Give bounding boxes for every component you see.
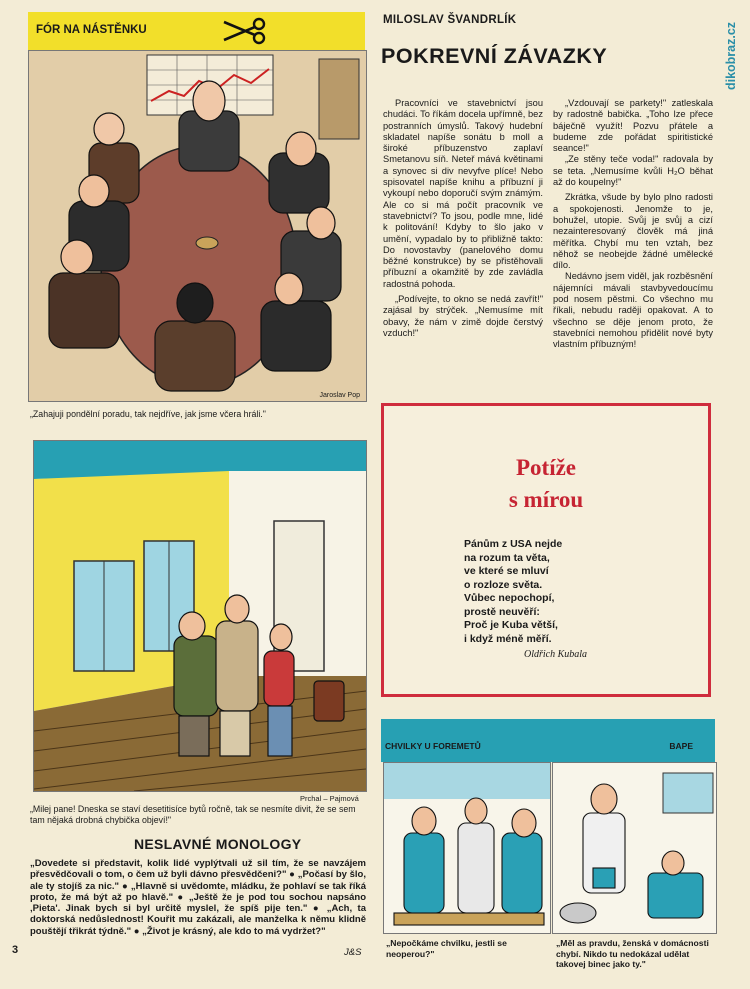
article-column-1 [383, 98, 543, 339]
article-paragraph: „Vzdouvají se parkety!" zatleskala by radostně babička. „Toho lze přece báječně využít! Pozvu přátele a budeme zde pořádat spiritistické seance!" [553, 98, 713, 154]
strip-title: CHVILKY U FOREMETŮ [385, 741, 481, 751]
monologues-text: „Dovedete si představit, kolik lidé vyplýtvali už sil tím, že se navzájem přesvědčovali o tom, o čem už byli dávno přesvědčeni?" ● „Počasí by šlo, ale ty stojíš za nic." ● „Hlavně si uvědomte, mládku, že pohlaví se tak říká proto, že má být až po hlavě." ● „Ještě že je pod tou sochou napsáno ‚Pieta'. Jinak bych si byl určitě myslel, že spíš pije ten." ● „Ach, ta doktorská nedůslednost! Kouřit mu zakázali, ale manželka k němu klidně pouštějí třikrát týdně." ● „Život je krásný, ale kdo to má vydržet?" [30, 858, 366, 937]
strip-panel-right [552, 762, 717, 934]
article-paragraph: Pracovníci ve stavebnictví jsou chudáci. To říkám docela upřímně, bez postranních úmyslů. Takový hudební skladatel napíše sonátu b moll a široké příbuzenstvo zaplaví Smetanovu síň. Neteř mává květinami a synovec si div nevyfve plíce! Nebo spisovatel napíše knihu a příbuzní ji vykoupí nebo doporučí svým známým. Ale co si má počít pracovník ve stavebnictví? To jsou, podle mne, lidé k politování! Kdyby to šlo jako v umění, vypadalo by to přibližně takto: Do novostavby (panelového domu běžné konstrukce) by se přistěhovali příbuzní a okamžitě by zde zavládla radostná pohoda. [383, 98, 543, 289]
poem-title-line: s mírou [508, 487, 584, 512]
poem-line: na rozum ta věta, [464, 551, 550, 564]
poem-frame [381, 403, 711, 697]
strip-panel-left [383, 762, 551, 934]
article-paragraph: Nedávno jsem viděl, jak rozběsnění nájemníci mávali stavbyvedoucímu pod nosem pěstmi. Co všechno mu říkali, nebudu raději opakovat. A to všechno se děje jenom proto, že stavebníci nemohou přidělit nové byty vlastním příbuzným! [553, 271, 713, 350]
poem-lines [464, 538, 562, 646]
article-paragraph: Zkrátka, všude by bylo plno radosti a spokojenosti. Jenomže to je, bohužel, utopie. Svůj je svůj a cizí nezainteresovaný člověk má jiná měřítka. Chybí mu ten vztah, bez něhož se neobejde žádné umělecké dílo. [553, 192, 713, 271]
article-paragraph: „Ze stěny teče voda!" radovala by se teta. „Nemusíme kvůli H₂O běhat až do koupelny!" [553, 154, 713, 188]
poem-line: i když méně měří. [464, 632, 552, 645]
scissors-icon [220, 16, 268, 46]
meeting-cartoon-caption: „Zahajuji pondělní poradu, tak nejdříve, jak jsme včera hráli." [30, 409, 266, 419]
apartment-cartoon-caption: „Milej pane! Dneska se staví desetitisíce bytů ročně, tak se nesmíte divit, že se sem tam nějaká drobná chybička objeví!" [30, 804, 356, 825]
poem-title [384, 452, 708, 516]
strip-caption-right: „Měl as pravdu, ženská v domácnosti chybí. Nikdo tu nedokázal udělat takovej binec jako ty." [556, 938, 709, 969]
strip-caption-left: „Nepočkáme chvilku, jestli se neoperou?" [386, 938, 507, 959]
strip-artist: BAPE [669, 741, 693, 751]
poem-line: o rozloze světa. [464, 578, 543, 591]
watermark: dikobraz.cz [724, 21, 738, 90]
poem-line: Proč je Kuba větší, [464, 619, 558, 631]
poem-line: ve které se mluví [464, 565, 549, 577]
poem-line: Vůbec nepochopí, [464, 592, 555, 604]
poem-line: Pánům z USA nejde [464, 538, 563, 550]
article-paragraph: „Podívejte, to okno se nedá zavřít!" zajásal by strýček. „Nemusíme mít obavy, že nám v zimě dojde čerstvý vzduch!" [383, 294, 543, 338]
monologues-signature: J&S [344, 947, 362, 958]
apartment-cartoon-artist: Prchal – Pajmová [300, 794, 359, 803]
meeting-cartoon [28, 50, 367, 402]
fun-section-header [28, 12, 365, 50]
fun-section-title: FÓR NA NÁSTĚNKU [36, 24, 147, 36]
poem-title-line: Potíže [515, 455, 576, 480]
monologues-title: NESLAVNÉ MONOLOGY [134, 836, 302, 852]
article-title: POKREVNÍ ZÁVAZKY [381, 44, 608, 68]
article-author: MILOSLAV ŠVANDRLÍK [383, 14, 517, 26]
poem-line: prostě neuvěří: [464, 605, 540, 618]
apartment-cartoon [33, 440, 367, 792]
meeting-cartoon-artist: Jaroslav Pop [319, 392, 360, 399]
page-number: 3 [12, 944, 19, 956]
article-column-2 [553, 98, 713, 351]
strip-header [381, 719, 715, 762]
poem-author: Oldřich Kubala [524, 649, 588, 660]
